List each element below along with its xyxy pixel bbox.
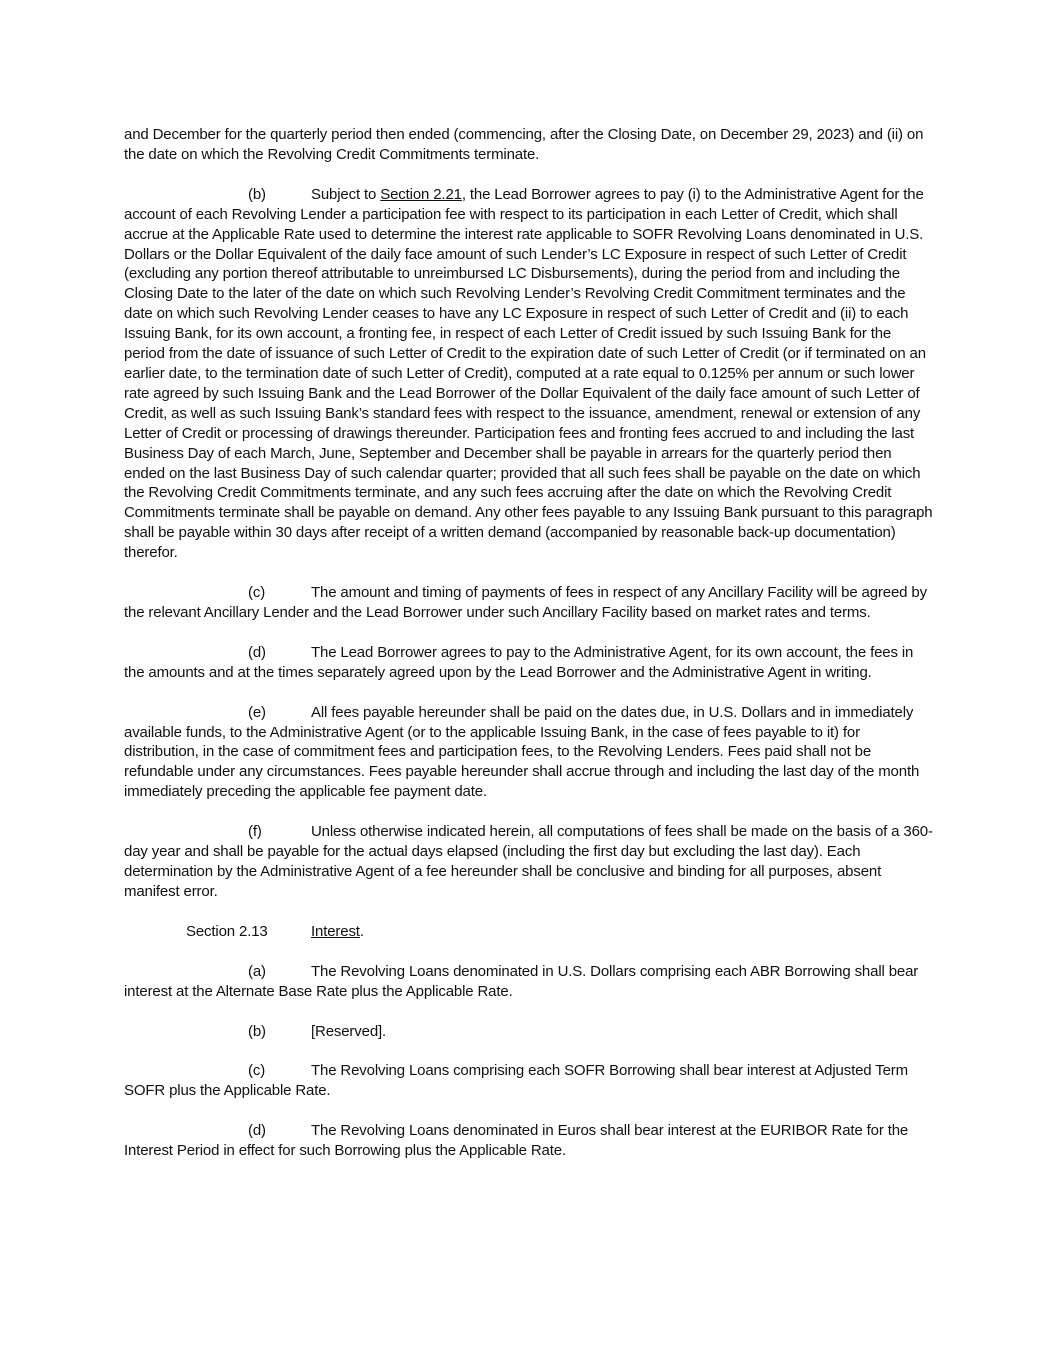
paragraph-marker: (b) — [248, 1022, 266, 1040]
section-number: Section 2.13 — [186, 922, 268, 940]
fees-paragraph-d — [124, 643, 934, 683]
paragraph-marker: (c) — [248, 1062, 266, 1080]
paragraph-text: , the Lead Borrower agrees to pay (i) to the Administrative Agent for the account of each Revolving Lender a participation fee with respect to its participation in each Letter of Credit, which shall accrue at the Applicable Rate used to determine the interest rate applicable to SOFR Revolving Loans denominated in U.S. Dollars or the Dollar Equivalent of the daily face amount of such Lender’s LC Exposure in respect of such Letter of Credit (excluding any portion thereof attributable to unreimbursed LC Disbursements), during the period from and including the Closing Date to the later of the date on which such Revolving Lender’s Revolving Credit Commitment terminates and the date on which such Revolving Lender ceases to have any LC Exposure in respect of such Letter of Credit and (ii) to each Issuing Bank, for its own account, a fronting fee, in respect of each Letter of Credit issued by such Issuing Bank for the period from the date of issuance of such Letter of Credit to the expiration date of such Letter of Credit (or if terminated on an earlier date, to the termination date of such Letter of Credit), computed at a rate equal to 0.125% per annum or such lower rate agreed by such Issuing Bank and the Lead Borrower of the Dollar Equivalent of the daily face amount of such Letter of Credit, as well as such Issuing Bank’s standard fees with respect to the issuance, amendment, renewal or extension of any Letter of Credit or processing of drawings thereunder. Participation fees and fronting fees accrued to and including the last Business Day of each March, June, September and December shall be payable in arrears for the quarterly period then ended on the last Business Day of such calendar quarter; provided that all such fees shall be payable on the date on which the Revolving Credit Commitments terminate, and any such fees accruing after the date on which the Revolving Credit Commitments terminate shall be payable on demand. Any other fees payable to any Issuing Bank pursuant to this paragraph shall be payable within 30 days after receipt of a written demand (accompanied by reasonable back-up documentation) therefor. — [124, 185, 933, 562]
document-page — [124, 125, 934, 1181]
continuation-paragraph — [124, 125, 934, 165]
paragraph-marker: (b) — [248, 185, 266, 203]
paragraph-marker: (f) — [248, 823, 262, 841]
paragraph-marker: (d) — [248, 1122, 266, 1140]
continuation-text: and December for the quarterly period then ended (commencing, after the Closing Date, on December 29, 2023) and (ii) on the date on which the Revolving Credit Commitments terminate. — [124, 126, 924, 163]
section-heading — [124, 922, 934, 942]
paragraph-text: The Revolving Loans denominated in U.S. Dollars comprising each ABR Borrowing shall bear interest at the Alternate Base Rate plus the Applicable Rate. — [124, 962, 919, 1000]
paragraph-text-pre: Subject to — [311, 185, 381, 203]
fees-paragraph-f — [124, 822, 934, 902]
section-title-suffix: . — [359, 922, 364, 940]
section-title: Interest — [311, 922, 360, 940]
paragraph-text: The Lead Borrower agrees to pay to the Administrative Agent, for its own account, the fees in the amounts and at the times separately agreed upon by the Lead Borrower and the Administrative Agent in writing. — [124, 643, 914, 681]
paragraph-text: The amount and timing of payments of fees in respect of any Ancillary Facility will be agreed by the relevant Ancillary Lender and the Lead Borrower under such Ancillary Facility based on market rates and terms. — [124, 584, 927, 621]
interest-paragraph-c — [124, 1061, 934, 1101]
paragraph-marker: (a) — [248, 962, 266, 980]
paragraph-marker: (c) — [248, 584, 266, 602]
fees-paragraph-c — [124, 583, 934, 623]
paragraph-text: All fees payable hereunder shall be paid on the dates due, in U.S. Dollars and in immediately available funds, to the Administrative Agent (or to the applicable Issuing Bank, in the case of fees payable to it) for distribution, in the case of commitment fees and participation fees, to the Revolving Lenders. Fees paid shall not be refundable under any circumstances. Fees payable hereunder shall accrue through and including the last day of the month immediately preceding the applicable fee payment date. — [124, 703, 920, 801]
paragraph-marker: (e) — [248, 703, 266, 721]
interest-paragraph-d — [124, 1121, 934, 1161]
interest-paragraph-a — [124, 962, 934, 1002]
paragraph-text: Unless otherwise indicated herein, all computations of fees shall be made on the basis of a 360-day year and shall be payable for the actual days elapsed (including the first day but excluding the last day). Each determination by the Administrative Agent of a fee hereunder shall be conclusive and binding for all purposes, absent manifest error. — [124, 823, 933, 900]
paragraph-text: The Revolving Loans denominated in Euros shall bear interest at the EURIBOR Rate for the Interest Period in effect for such Borrowing plus the Applicable Rate. — [124, 1122, 909, 1160]
paragraph-text: [Reserved]. — [311, 1022, 387, 1040]
paragraph-text: The Revolving Loans comprising each SOFR Borrowing shall bear interest at Adjusted Term SOFR plus the Applicable Rate. — [124, 1062, 908, 1100]
fees-paragraph-b — [124, 185, 934, 563]
section-2-21-reference: Section 2.21 — [380, 185, 462, 203]
paragraph-marker: (d) — [248, 643, 266, 661]
interest-paragraph-b — [124, 1022, 934, 1042]
fees-paragraph-e — [124, 703, 934, 803]
